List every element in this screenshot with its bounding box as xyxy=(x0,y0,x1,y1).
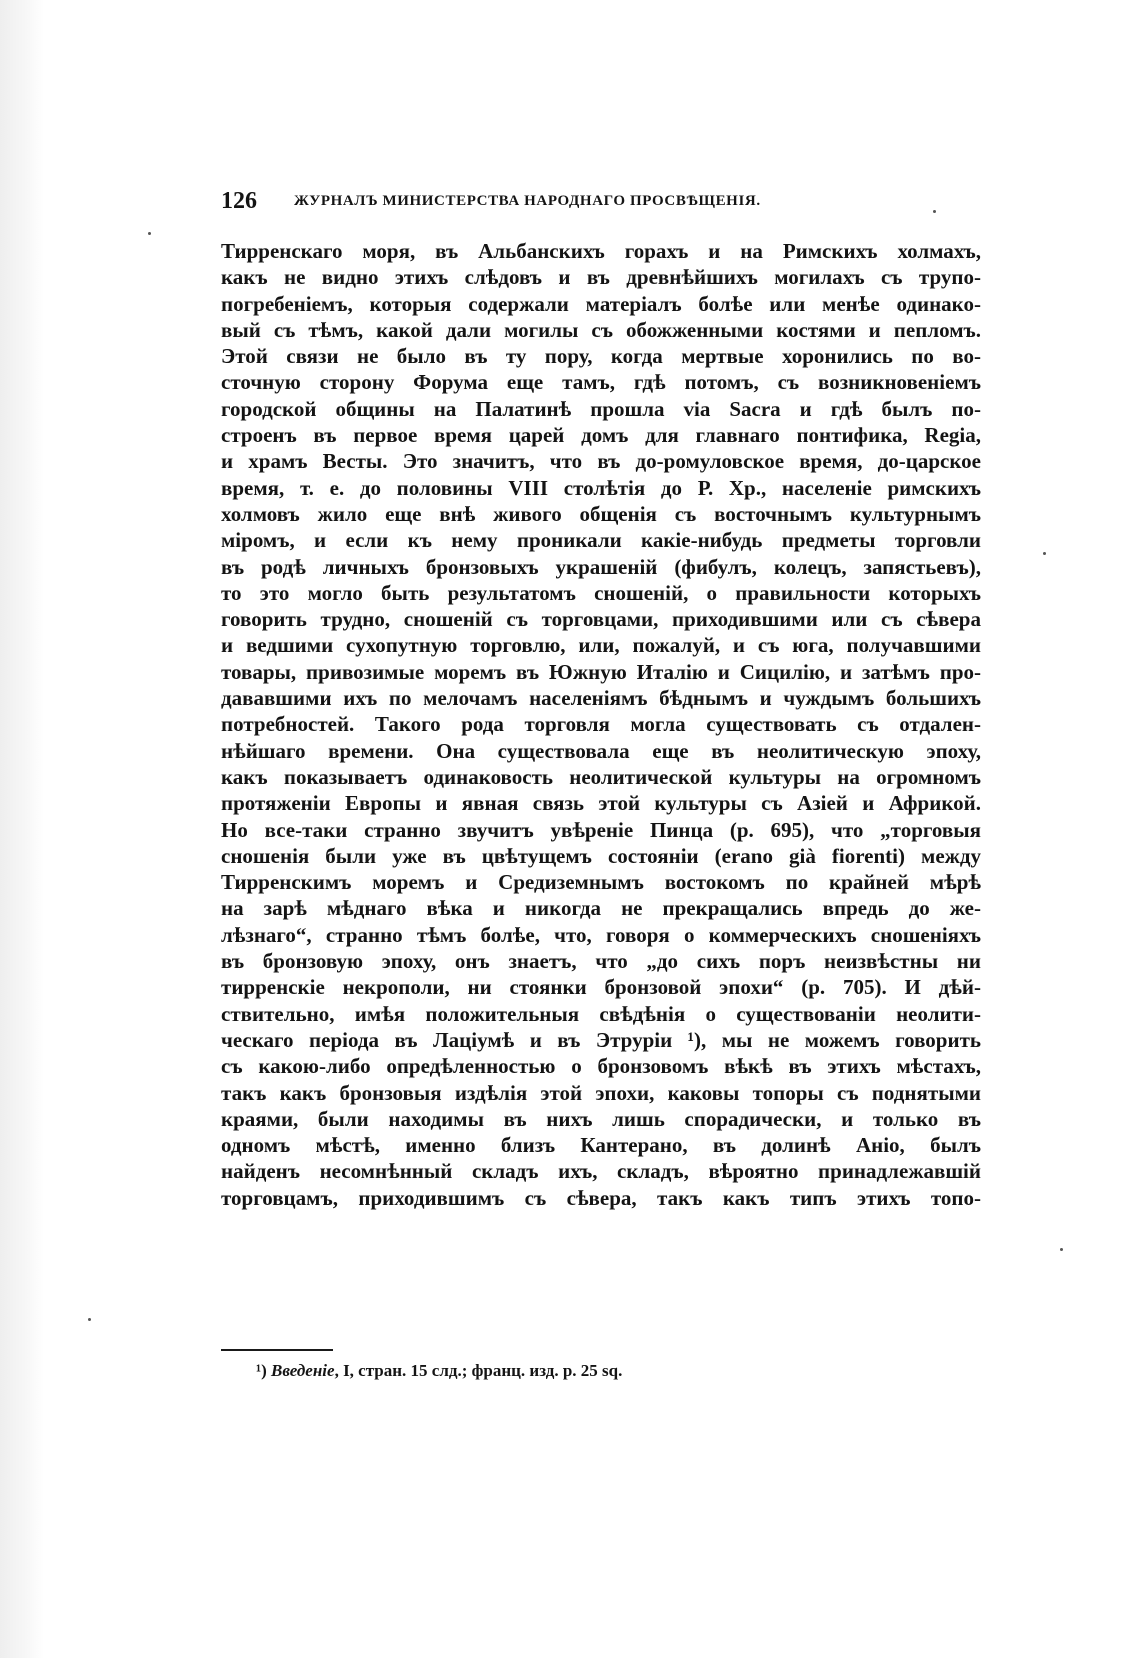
text-line: говорить трудно, сношеній съ торговцами, приходившими или съ сѣвера xyxy=(221,607,981,632)
page-header xyxy=(221,188,981,222)
text-line: Но все-таки странно звучитъ увѣреніе Пинца (р. 695), что „торговыя xyxy=(221,817,981,842)
text-line: одномъ мѣстѣ, именно близъ Кантерано, въ долинѣ Аніо, былъ xyxy=(221,1133,981,1158)
text-line: Тирренскимъ моремъ и Средиземнымъ востокомъ по крайней мѣрѣ xyxy=(221,870,981,895)
text-line: вый съ тѣмъ, какой дали могилы съ обожженными костями и пепломъ. xyxy=(221,317,981,342)
text-line: ческаго періода въ Лаціумѣ и въ Этруріи ¹), мы не можемъ говорить xyxy=(221,1027,981,1052)
footnote-text: , I, стран. 15 слд.; франц. изд. р. 25 sq. xyxy=(334,1361,623,1380)
footnote-title: Введеніе xyxy=(271,1361,335,1380)
text-line: какъ не видно этихъ слѣдовъ и въ древнѣйшихъ могилахъ съ трупо- xyxy=(221,265,981,290)
text-line: лѣзнаго“, странно тѣмъ болѣе, что, говоря о коммерческихъ сношеніяхъ xyxy=(221,922,981,947)
text-line: въ бронзовую эпоху, онъ знаетъ, что „до сихъ поръ неизвѣстны ни xyxy=(221,949,981,974)
text-line: нѣйшаго времени. Она существовала еще въ неолитическую эпоху, xyxy=(221,738,981,763)
text-line: какъ показываетъ одинаковость неолитической культуры на огромномъ xyxy=(221,764,981,789)
text-line: ствительно, имѣя положительныя свѣдѣнія о существованіи неолити- xyxy=(221,1001,981,1026)
print-speck xyxy=(88,1318,91,1321)
text-line: на зарѣ мѣднаго вѣка и никогда не прекращались впредь до же- xyxy=(221,896,981,921)
text-line: сношенія были уже въ цвѣтущемъ состояніи (erano già fiorenti) между xyxy=(221,843,981,868)
text-line: сточную сторону Форума еще тамъ, гдѣ потомъ, съ возникновеніемъ xyxy=(221,370,981,395)
text-line: городской общины на Палатинѣ прошла via Sacra и гдѣ былъ по- xyxy=(221,396,981,421)
text-line: съ какою-либо опредѣленностью о бронзовомъ вѣкѣ въ этихъ мѣстахъ, xyxy=(221,1054,981,1079)
text-line: потребностей. Такого рода торговля могла существовать съ отдален- xyxy=(221,712,981,737)
text-line: время, т. е. до половины VIII столѣтія до Р. Хр., населеніе римскихъ xyxy=(221,475,981,500)
text-line: и ведшими сухопутную торговлю, или, пожалуй, и съ юга, получавшими xyxy=(221,633,981,658)
body-text xyxy=(221,238,981,1211)
print-speck xyxy=(148,232,151,235)
text-line: тирренскіе некрополи, ни стоянки бронзовой эпохи“ (р. 705). И дѣй- xyxy=(221,975,981,1000)
text-line: то это могло быть результатомъ сношеній, о правильности которыхъ xyxy=(221,580,981,605)
text-line: торговцамъ, приходившимъ съ сѣвера, такъ какъ типъ этихъ топо- xyxy=(221,1185,981,1210)
text-line: протяженіи Европы и явная связь этой культуры съ Азіей и Африкой. xyxy=(221,791,981,816)
footnote-marker: ¹) xyxy=(256,1361,267,1380)
text-line: найденъ несомнѣнный складъ ихъ, складъ, вѣроятно принадлежавшій xyxy=(221,1159,981,1184)
print-speck xyxy=(1043,552,1046,555)
text-line: Тирренскаго моря, въ Альбанскихъ горахъ и на Римскихъ холмахъ, xyxy=(221,239,981,263)
page-edge-shadow xyxy=(0,0,44,1658)
text-line: погребеніемъ, которыя содержали матеріалъ болѣе или менѣе одинако- xyxy=(221,291,981,316)
page-number: 126 xyxy=(221,188,257,214)
footnote-rule xyxy=(221,1349,333,1351)
text-line: товары, привозимые моремъ въ Южную Италію и Сицилію, и затѣмъ про- xyxy=(221,659,981,684)
text-line: строенъ въ первое время царей домъ для главнаго понтифика, Regia, xyxy=(221,423,981,448)
text-line: холмовъ жило еще внѣ живого общенія съ восточнымъ культурнымъ xyxy=(221,501,981,526)
text-line: дававшими ихъ по мелочамъ населеніямъ бѣднымъ и чуждымъ большихъ xyxy=(221,686,981,711)
print-speck xyxy=(933,210,936,213)
text-line: краями, были находимы въ нихъ лишь спорадически, и только въ xyxy=(221,1106,981,1131)
text-line: и храмъ Весты. Это значитъ, что въ до-ромуловское время, до-царское xyxy=(221,449,981,474)
footnote xyxy=(256,1361,622,1381)
text-line: въ родѣ личныхъ бронзовыхъ украшеній (фибулъ, колецъ, запястьевъ), xyxy=(221,554,981,579)
text-line: Этой связи не было въ ту пору, когда мертвые хоронились по во- xyxy=(221,344,981,369)
text-line: такъ какъ бронзовыя издѣлія этой эпохи, каковы топоры съ поднятыми xyxy=(221,1080,981,1105)
text-line: міромъ, и если къ нему проникали какіе-нибудь предметы торговли xyxy=(221,528,981,553)
running-head: ЖУРНАЛЪ МИНИСТЕРСТВА НАРОДНАГО ПРОСВѢЩЕНІЯ. xyxy=(294,193,761,209)
print-speck xyxy=(1060,1248,1063,1251)
